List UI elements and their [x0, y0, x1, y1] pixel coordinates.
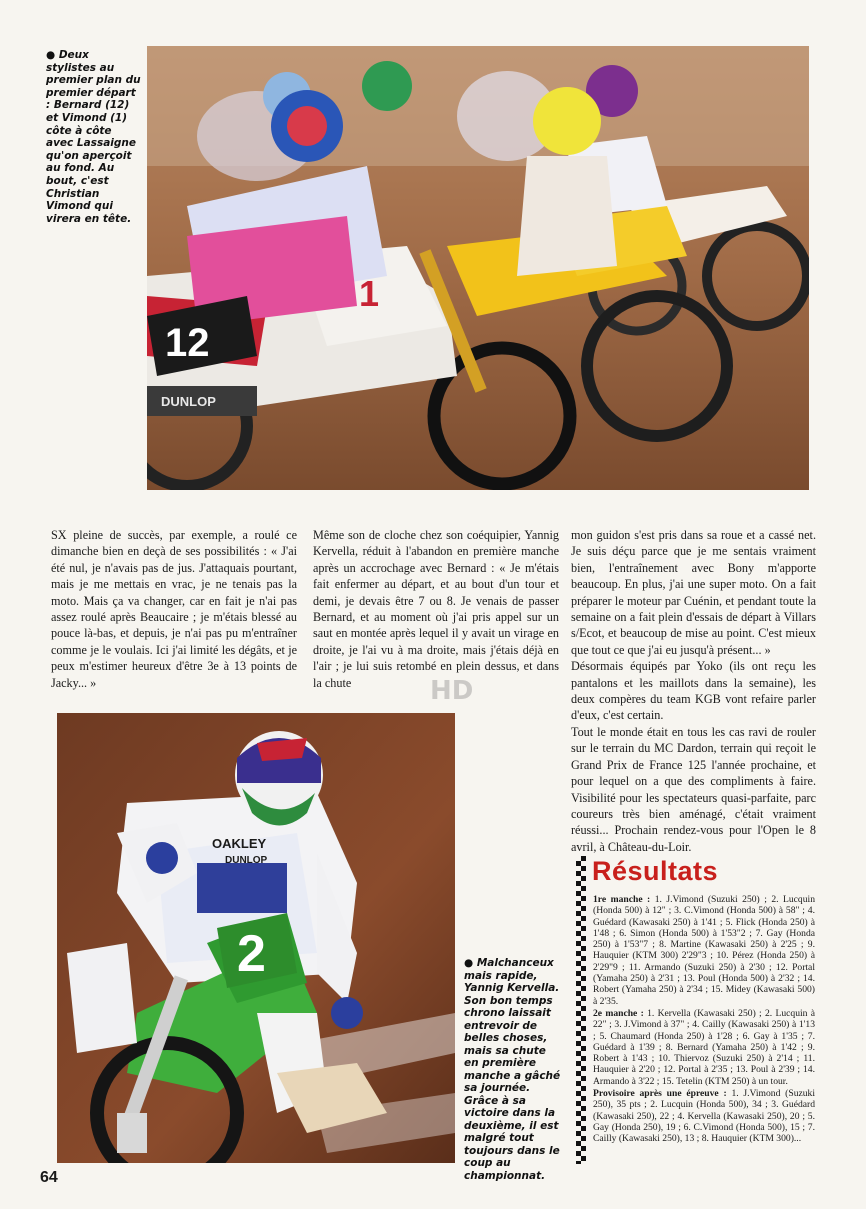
results-provisional: [593, 1088, 815, 1144]
top-photo-illustration: [147, 46, 809, 490]
checkered-flag-stripe: [576, 856, 586, 1164]
article-column-3: [571, 527, 816, 855]
provisional-standings: 1. J.Vimond (Suzuki 250), 35 pts ; 2. Lucquin (Honda 500), 34 ; 3. Guédard (Kawasaki 250), 22 ; 4. Kervella (Kawasaki 250), 20 ; 5. Gay (Honda 250), 19 ; 6. C.Vimond (Honda 500), 15 ; 7. Cailly (Kawasaki 250), 13 ; 8. Hauquier (KTM 300)...: [593, 1088, 816, 1145]
page-number: 64: [40, 1169, 58, 1186]
results-title: Résultats: [592, 856, 719, 886]
results-round-2: [593, 1008, 815, 1087]
provisional-label: Provisoire après une épreuve :: [593, 1088, 727, 1100]
sponsor-oakley: OAKLEY: [212, 836, 267, 851]
results-round-1: [593, 894, 815, 1007]
bottom-photo: [57, 713, 455, 1163]
results-body: [593, 894, 815, 1146]
article-column-2: [313, 527, 559, 691]
plate-number-12: 12: [165, 321, 210, 365]
round-2-results: 1. Kervella (Kawasaki 250) ; 2. Lucquin à 22" ; 3. J.Vimond à 37" ; 4. Cailly (Kawasaki 250) à 1'13 ; 5. Chaumard (Honda 250) à 1'28 ; 6. Gay à 1'35 ; 7. Guédard à 1'39 ; 8. Bernard (Yamaha 250) à 1'42 ; 9. Robert à 1'43 ; 10. Thiervoz (Suzuki 250) à 2'14 ; 11. Hauquier à 2'20 ; 12. Portal à 2'35 ; 13. Poul à 2'39 ; 14. Armando à 3'22 ; 15. Tetelin (KTM 250) à un tour.: [593, 1007, 815, 1087]
round-1-label: 1re manche :: [593, 894, 651, 905]
watermark-logo: HD: [430, 676, 474, 706]
caption-top-text: Deux stylistes au premier plan du premier départ : Bernard (12) et Vimond (1) côte à côte avec Lassaigne qu'on aperçoit au fond. Au bout, c'est Christian Vimond qui virera en tête.: [46, 49, 141, 225]
sponsor-dunlop: DUNLOP: [225, 855, 268, 866]
caption-bullet: ●: [464, 957, 474, 969]
plate-number-1: 1: [359, 273, 380, 314]
round-1-results: 1. J.Vimond (Suzuki 250) ; 2. Lucquin (Honda 500) à 12" ; 3. C.Vimond (Honda 500) à 58" ; 4. Guédard (Kawasaki 250) à 1'41 ; 5. Flick (Honda 250) à 1'48 ; 6. Simon (Honda 500) à 1'53"2 ; 7. Gay (Honda 250) à 1'53"7 ; 8. Martine (Kawasaki 250) à 2'25 ; 9. Hauquier (KTM 300) 2'29"3 ; 10. Pérez (Honda 250) à 2'29"9 ; 11. Armando (Suzuki 250) à 2'30 ; 12. Portal (Yamaha 250) à 2'31 ; 13. Poul (Honda 500) à 2'32 ; 14. Robert (Yamaha 250) à 2'34 ; 15. Midey (Kawasaki 500) à 2'35.: [593, 894, 815, 1007]
plate-number-2: 2: [237, 925, 266, 983]
article-column-1: [51, 527, 297, 691]
article-col3-para3: Tout le monde était en tous les cas ravi de rouler sur le terrain du MC Dardon, terrain qui reçoit le Grand Prix de France 125 l'année prochaine, et pour lequel on a que des compliments à faire. Visibilité pour les spectateurs quasi-parfaite, parc coureurs très bien aménagé, c'était vraiment réussi... Prochain rendez-vous pour l'Open le 8 avril, à Château-du-Loir.: [571, 724, 816, 854]
results-box: [576, 856, 816, 1166]
photo-caption-bottom: [464, 957, 562, 1182]
caption-bullet: ●: [46, 49, 56, 61]
photo-caption-top: [46, 49, 142, 225]
top-photo: [147, 46, 809, 490]
article-col2-text: Même son de cloche chez son coéquipier, Yannig Kervella, réduit à l'abandon en première manche après un accrochage avec Bernard : « Je m'étais fait enfermer au départ, et au bout d'un tour et demi, je devais être 7 ou 8. Je venais de passer Bernard, et au moment où j'ai pris appel sur un saut en montée après lequel il y avait un virage en droite, je l'ai vu à ma droite, mais j'étais déjà en l'air ; je lui suis retombé en plein dessus, et dans la chute: [313, 528, 559, 690]
tire-brand-label: DUNLOP: [161, 394, 216, 409]
article-col3-para2: Désormais équipés par Yoko (ils ont reçu les pantalons et les maillots dans la semaine), les deux compères du team KGB vont refaire parler d'eux, c'est certain.: [571, 659, 816, 723]
article-col1-text: SX pleine de succès, par exemple, a roulé ce dimanche bien en deçà de ses possibilités : « J'ai été nul, je n'avais pas de jus. J'attaquais pourtant, mais je me mettais en vrac, je ne tenais pas la moto. Mais ça va changer, car en fait je n'ai pas assez roulé après Beaucaire ; je m'étais blessé au pouce là-bas, et depuis, je n'ai pas pu m'entraîner comme je le voulais. Ici j'ai limité les dégâts, et je peux m'estimer heureux d'être 3e à 13 points de Jacky... »: [51, 528, 297, 690]
bottom-photo-illustration: [57, 713, 455, 1163]
article-col3-para1: mon guidon s'est pris dans sa roue et a cassé net. Je suis déçu parce que je me sentais vraiment bien, l'entraînement avec Bony m'apporte beaucoup. En plus, j'ai une super moto. On a fait préparer le moteur par Cuénin, et pendant toute la semaine on a fait plein d'essais de départ à Villars s/Ecot, et beaucoup de mise au point. C'est mieux que tout ce que j'ai eu jusqu'à présent... »: [571, 528, 816, 657]
round-2-label: 2e manche :: [593, 1007, 644, 1019]
caption-bottom-text: Malchanceux mais rapide, Yannig Kervella. Son bon temps chrono laissait entrevoir de belles choses, mais sa chute en première manche a gâché sa journée. Grâce à sa victoire dans la deuxième, il est malgré tout toujours dans le coup au championnat.: [464, 957, 561, 1182]
